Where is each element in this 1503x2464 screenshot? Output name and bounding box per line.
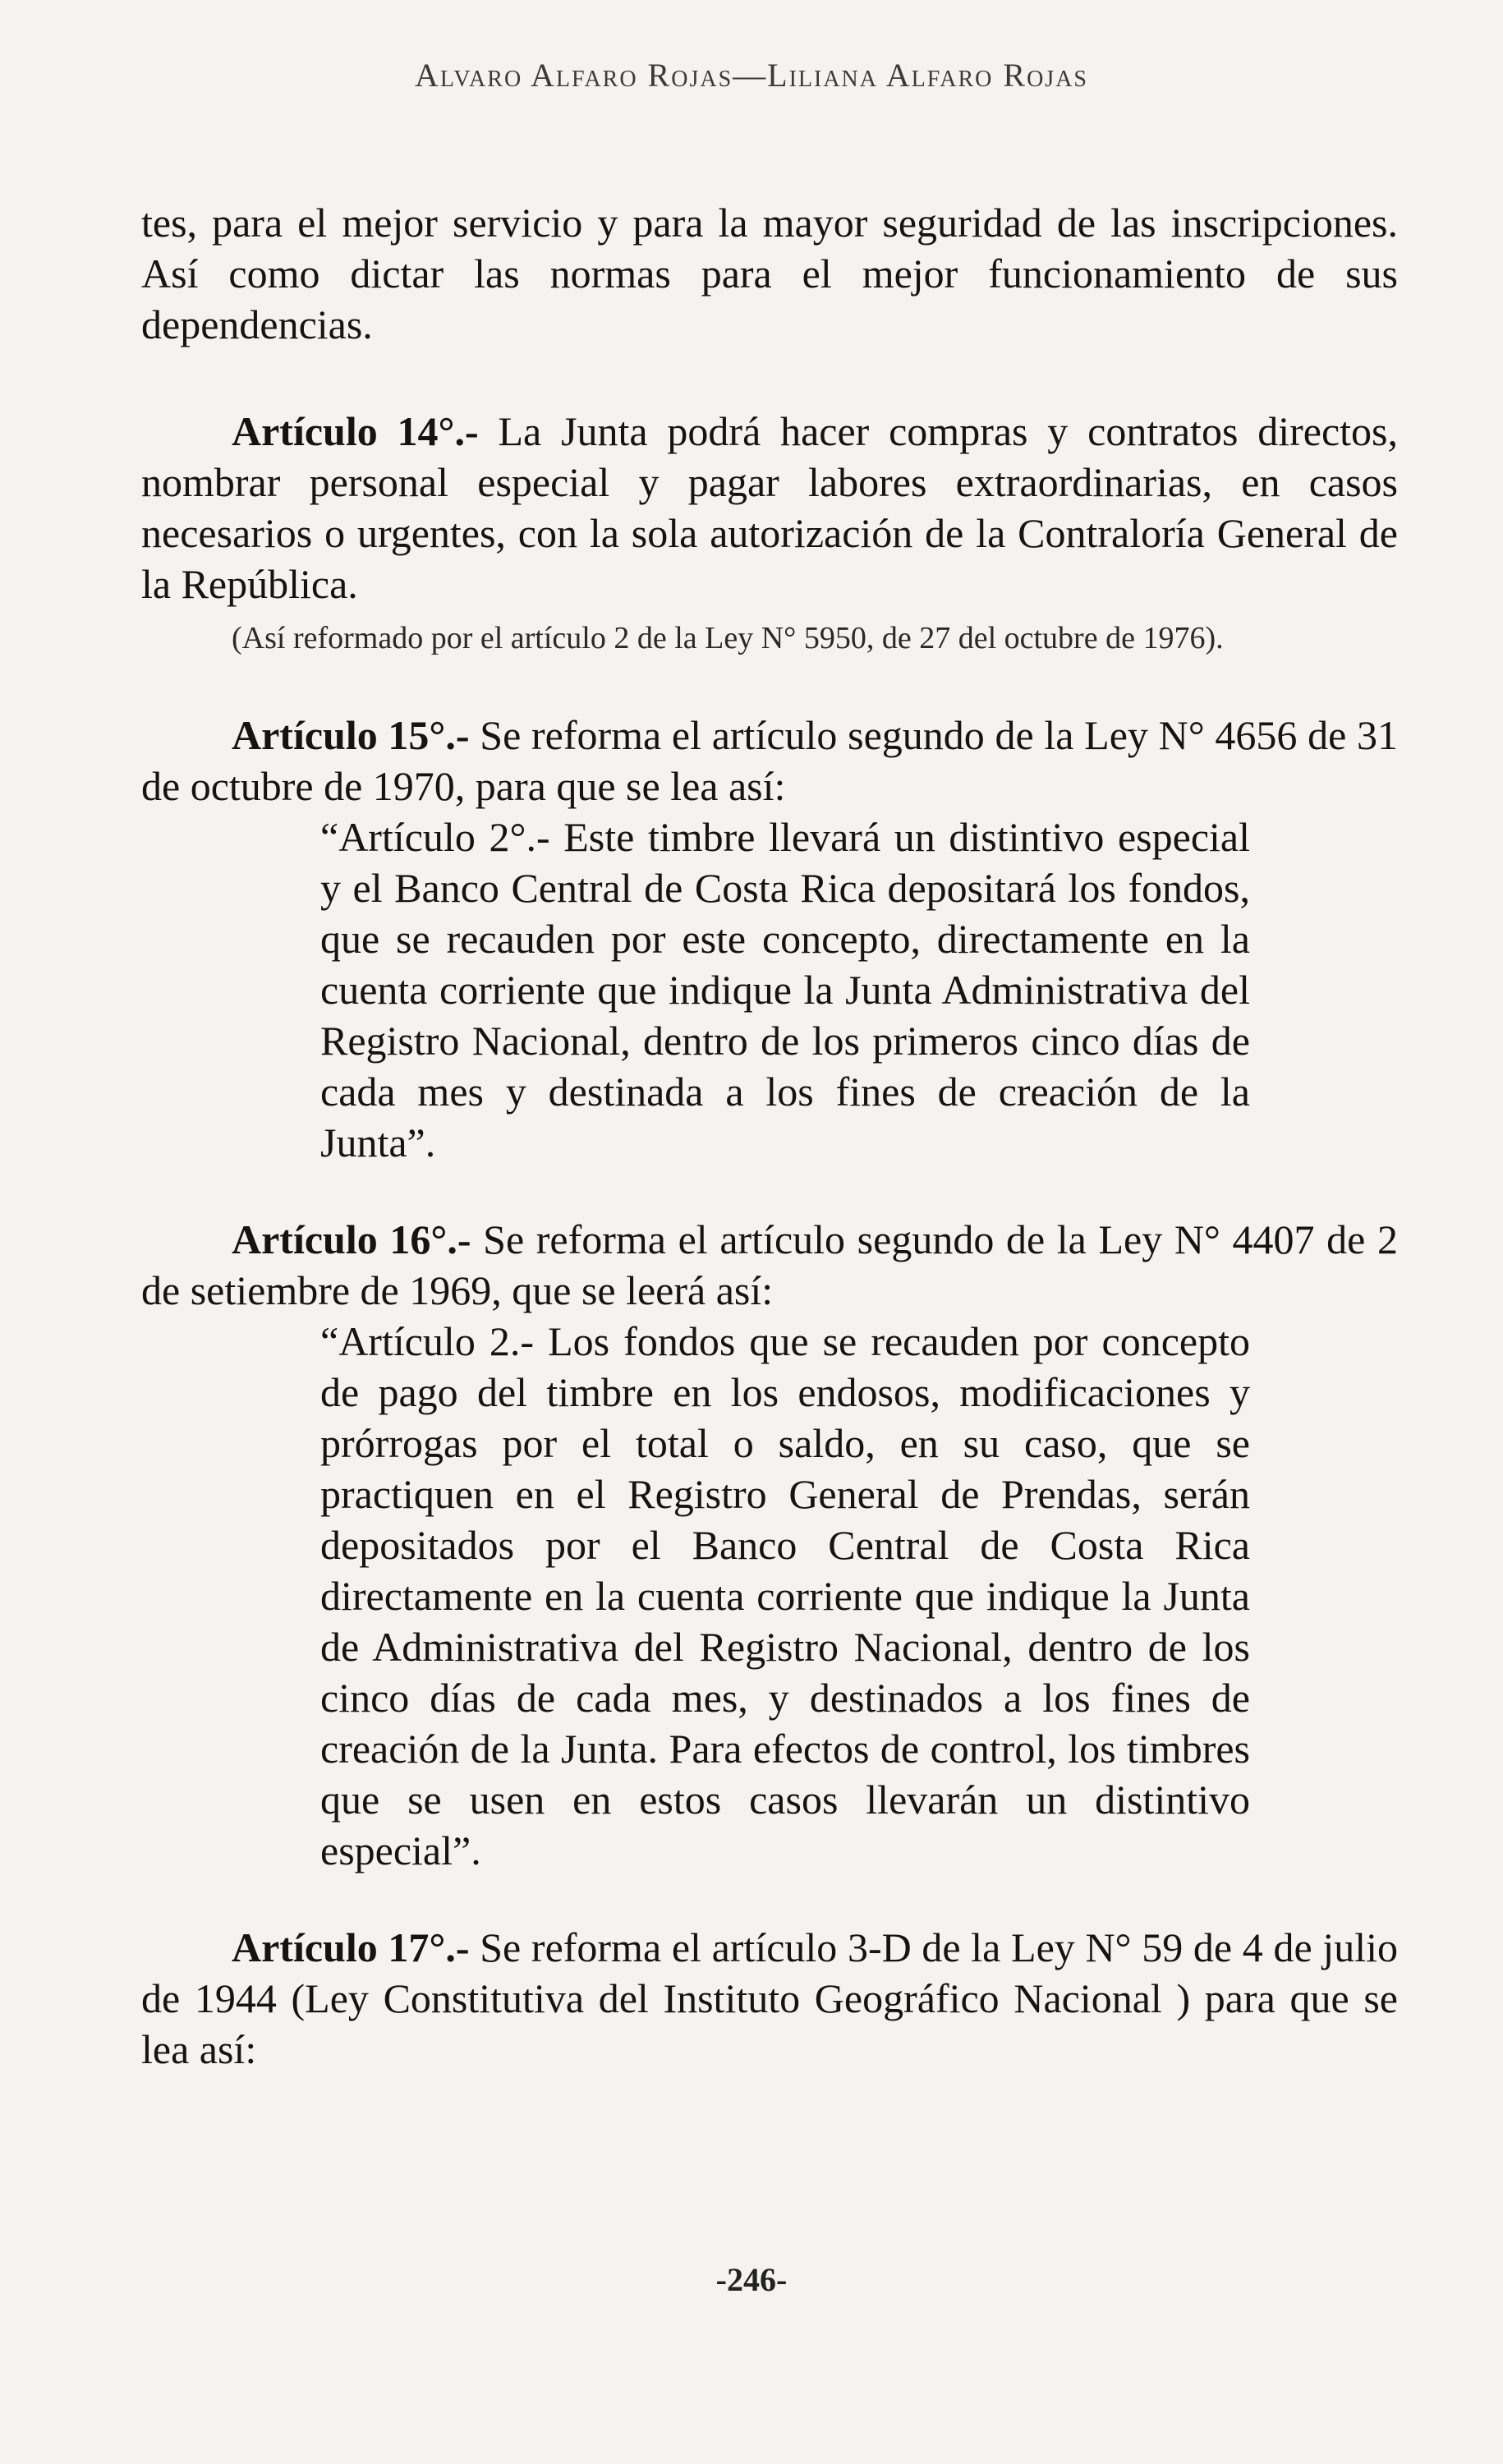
article-16-label: Artículo 16°.-: [232, 1216, 471, 1262]
body-text: [141, 197, 1398, 2075]
page-number: -246-: [715, 2261, 788, 2298]
article-15-text: Se reforma el artículo segundo de la Ley N° 4656 de 31 de octubre de 1970, para que se lea así:: [141, 712, 1398, 809]
article-14-label: Artículo 14°.-: [232, 408, 479, 454]
paragraph-gap: [141, 1876, 1398, 1922]
article-16-quote: “Artículo 2.- Los fondos que se recauden por concepto de pago del timbre en los endosos, modificaciones y prórrogas por el total o saldo, en su caso, que se practiquen en el Registro General de Prendas, serán depositados por el Banco Central de Costa Rica directamente en la cuenta corriente que indique la Junta de Administrativa del Registro Nacional, dentro de los cinco días de cada mes, y destinados a los fines de creación de la Junta. Para efectos de control, los timbres que se usen en estos casos llevarán un distintivo especial”.: [320, 1318, 1250, 1873]
article-15-label: Artículo 15°.-: [232, 712, 470, 758]
paragraph-continuation: tes, para el mejor servicio y para la mayor seguridad de las inscripciones. Así como dictar las normas para el mejor funcionamiento de sus dependencias.: [141, 200, 1398, 347]
article-17-text: Se reforma el artículo 3-D de la Ley N° 59 de 4 de julio de 1944 (Ley Constitutiva del Instituto Geográfico Nacional ) para que se lea así:: [141, 1924, 1398, 2072]
running-head: Alvaro Alfaro Rojas—Liliana Alfaro Rojas: [415, 57, 1088, 94]
article-15-quote: “Artículo 2°.- Este timbre llevará un distintivo especial y el Banco Central de Costa Rica depositará los fondos, que se recauden por este concepto, directamente en la cuenta corriente que indique la Junta Administrativa del Registro Nacional, dentro de los primeros cinco días de cada mes y destinada a los fines de creación de la Junta”.: [320, 814, 1250, 1165]
article-16: [141, 1214, 1398, 1316]
article-14-text: La Junta podrá hacer compras y contratos directos, nombrar personal especial y pagar labores extraordinarias, en casos necesarios o urgentes, con la sola autorización de la Contraloría General de la República.: [141, 408, 1398, 607]
paragraph-gap: [141, 350, 1398, 406]
article-14-reform-note: (Así reformado por el artículo 2 de la Ley N° 5950, de 27 del octubre de 1976).: [232, 621, 1224, 655]
article-17-label: Artículo 17°.-: [232, 1924, 470, 1970]
article-17: [141, 1922, 1398, 2075]
paragraph-gap: [141, 1168, 1398, 1214]
article-15: [141, 710, 1398, 811]
article-14: [141, 406, 1398, 609]
paragraph-gap: [141, 662, 1398, 710]
article-16-text: Se reforma el artículo segundo de la Ley N° 4407 de 2 de setiembre de 1969, que se leerá así:: [141, 1216, 1398, 1313]
